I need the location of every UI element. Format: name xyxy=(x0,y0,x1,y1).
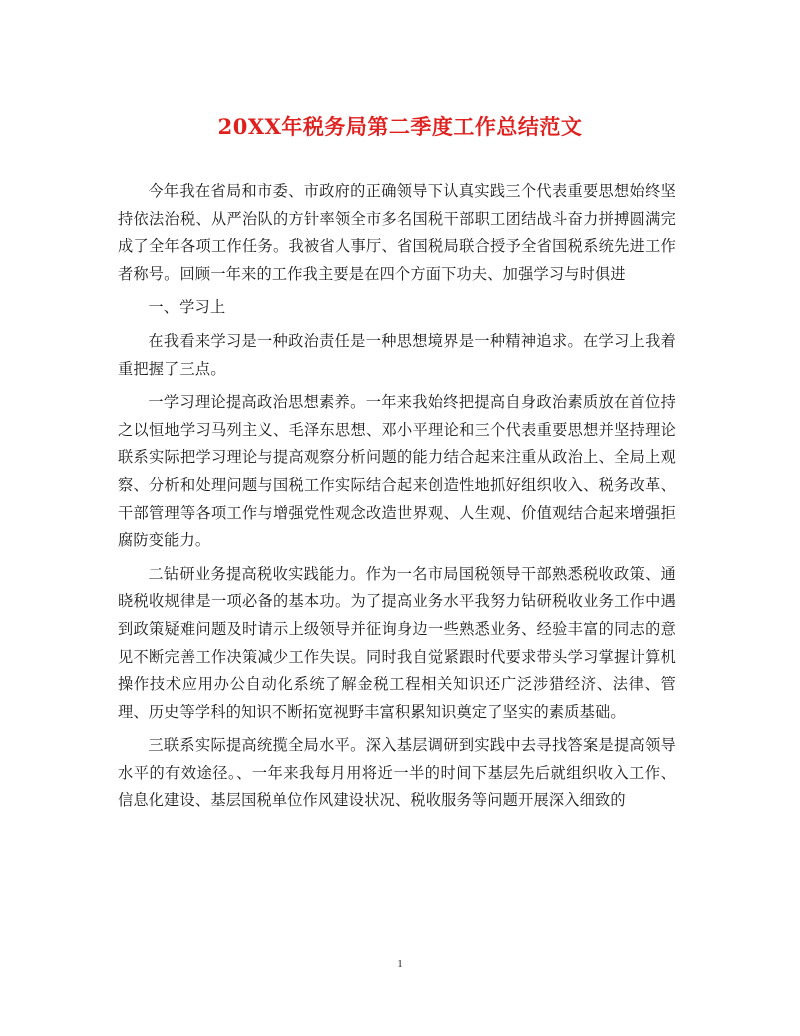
section-heading-study: 一、学习上 xyxy=(148,298,226,317)
paragraph-study-view: 在我看来学习是一种政治责任是一种思想境界是一种精神追求。在学习上我着重把握了三点。 xyxy=(118,331,676,378)
page-number: 1 xyxy=(397,958,403,970)
document-title: 20XX年税务局第二季度工作总结范文 xyxy=(217,114,583,139)
paragraph-theory: 一学习理论提高政治思想素养。一年来我始终把提高自身政治素质放在首位持之以恒地学习马列主义、毛泽东思想、邓小平理论和三个代表重要思想并坚持理论联系实际把学习理论与提高观察分析问题的能力结合起来注重从政治上、全局上观察、分析和处理问题与国税工作实际结合起来创造性地抓好组织收入、税务改革、干部管理等各项工作与增强党性观念改造世界观、人生观、价值观结合起来增强拒腐防变能力。 xyxy=(118,393,676,550)
paragraph-practice: 三联系实际提高统揽全局水平。深入基层调研到实践中去寻找答案是提高领导水平的有效途径。、一年来我每月用将近一半的时间下基层先后就组织收入工作、信息化建设、基层国税单位作风建设状况、税收服务等问题开展深入细致的 xyxy=(118,736,676,810)
paragraph-intro: 今年我在省局和市委、市政府的正确领导下认真实践三个代表重要思想始终坚持依法治税、从严治队的方针率领全市多名国税干部职工团结战斗奋力拼搏圆满完成了全年各项工作任务。我被省人事厅、省国税局联合授予全省国税系统先进工作者称号。回顾一年来的工作我主要是在四个方面下功夫、加强学习与时俱进 xyxy=(118,182,676,283)
paragraph-business: 二钻研业务提高税收实践能力。作为一名市局国税领导干部熟悉税收政策、通晓税收规律是一项必备的基本功。为了提高业务水平我努力钻研税收业务工作中遇到政策疑难问题及时请示上级领导并征询身边一些熟悉业务、经验丰富的同志的意见不断完善工作决策减少工作失误。同时我自觉紧跟时代要求带头学习掌握计算机操作技术应用办公自动化系统了解金税工程相关知识还广泛涉猎经济、法律、管理、历史等学科的知识不断拓宽视野丰富积累知识奠定了坚实的素质基础。 xyxy=(118,564,676,721)
document-body xyxy=(118,178,676,821)
